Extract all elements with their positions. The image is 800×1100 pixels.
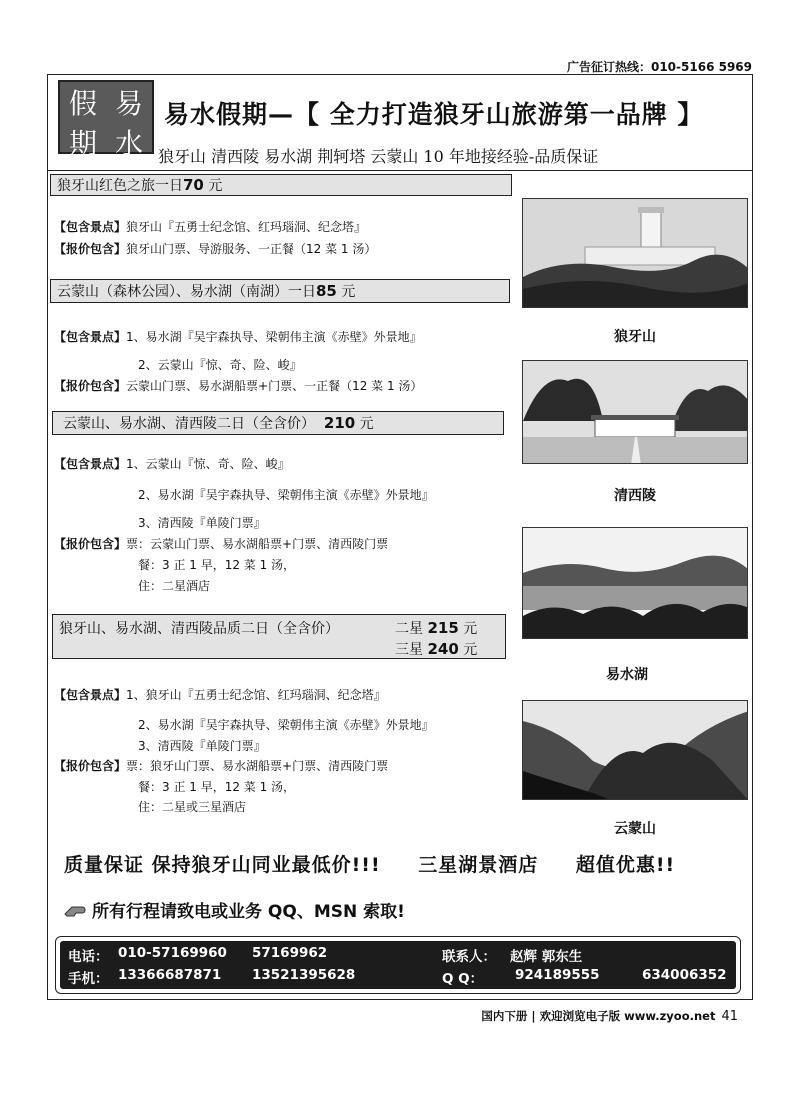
tour-line <box>138 514 266 531</box>
line-text: 住：二星或三星酒店 <box>138 800 247 814</box>
line-label: 【包含景点】 <box>54 457 127 471</box>
tour-price: 85 <box>316 282 337 300</box>
tour-line <box>138 716 434 733</box>
tour-price: 215 <box>427 619 459 637</box>
contact-box <box>55 936 741 994</box>
photo-caption: 易水湖 <box>606 667 648 683</box>
itinerary-note <box>64 897 405 922</box>
mountain-landscape-icon <box>523 701 748 800</box>
line-text: 云蒙山门票、易水湖船票+门票、一正餐（12 菜 1 汤） <box>126 379 423 393</box>
tour-price-line <box>395 618 477 638</box>
photo-yishui-lake <box>522 527 748 639</box>
tour-star: 三星 <box>395 642 423 658</box>
tour-unit: 元 <box>463 642 478 658</box>
qq-number[interactable]: 634006352 <box>642 967 727 983</box>
page-title: 易水假期—【 全力打造狼牙山旅游第一品牌 】 <box>164 100 704 129</box>
tour-line <box>138 356 302 373</box>
tour-unit: 元 <box>359 416 374 432</box>
tour-line <box>138 577 210 594</box>
tour-bar-4 <box>52 614 506 659</box>
note-text: 所有行程请致电或业务 QQ、MSN 索取! <box>92 902 405 922</box>
tour-line <box>54 328 422 345</box>
slogan <box>64 850 705 877</box>
line-label: 【报价包含】 <box>54 242 127 256</box>
tour-unit: 元 <box>463 621 478 637</box>
line-label: 【报价包含】 <box>54 537 127 551</box>
line-text: 2、云蒙山『惊、奇、险、峻』 <box>138 358 302 372</box>
line-text: 狼牙山『五勇士纪念馆、红玛瑙洞、纪念塔』 <box>126 220 367 234</box>
photo-yunmeng-mountain <box>522 700 748 800</box>
tour-line <box>54 377 422 394</box>
tour-unit: 元 <box>208 178 223 194</box>
line-text: 3、清西陵『单陵门票』 <box>138 516 266 530</box>
line-label: 【包含景点】 <box>54 330 127 344</box>
logo-char: 期 <box>68 127 97 160</box>
line-label: 【报价包含】 <box>54 759 127 773</box>
tour-name: 狼牙山、易水湖、清西陵品质二日（全含价） <box>59 621 339 637</box>
line-label: 【包含景点】 <box>54 220 127 234</box>
line-text: 餐：3 正 1 早，12 菜 1 汤， <box>138 780 296 794</box>
tour-line <box>54 455 290 472</box>
tour-line <box>54 240 376 257</box>
line-text: 2、易水湖『吴宇森执导、梁朝伟主演《赤壁》外景地』 <box>138 718 434 732</box>
line-label: 【包含景点】 <box>54 688 127 702</box>
tour-line <box>54 757 388 774</box>
line-text: 2、易水湖『吴宇森执导、梁朝伟主演《赤壁》外景地』 <box>138 488 434 502</box>
tour-price: 70 <box>183 176 204 194</box>
phone-number[interactable]: 010-57169960 <box>118 945 227 961</box>
tour-price: 210 <box>323 414 356 432</box>
slogan-part: 超值优惠!! <box>575 854 676 876</box>
lake-landscape-icon <box>523 528 748 639</box>
header-divider <box>48 170 752 171</box>
tour-price-line <box>395 639 477 659</box>
tour-line <box>138 778 295 795</box>
line-label: 【报价包含】 <box>54 379 127 393</box>
line-text: 3、清西陵『单陵门票』 <box>138 739 266 753</box>
slogan-part: 质量保证 保持狼牙山同业最低价!!! <box>64 854 381 876</box>
photo-langya-mountain <box>522 198 748 308</box>
line-text: 餐：3 正 1 早，12 菜 1 汤， <box>138 558 296 572</box>
mobile-number[interactable]: 13366687871 <box>118 967 222 983</box>
contact-person: 赵辉 郭东生 <box>510 949 583 965</box>
footer-text[interactable]: 国内下册 | 欢迎浏览电子版 www.zyoo.net <box>481 1009 716 1023</box>
logo-char: 假 <box>68 87 97 120</box>
tour-price: 240 <box>427 640 459 658</box>
mobile-number[interactable]: 13521395628 <box>252 967 356 983</box>
logo-char: 水 <box>114 127 143 160</box>
tour-bar-2 <box>50 279 510 303</box>
tour-line <box>138 737 266 754</box>
footer <box>481 1008 738 1024</box>
line-text: 1、狼牙山『五勇士纪念馆、红玛瑙洞、纪念塔』 <box>126 688 386 702</box>
tour-line <box>138 556 295 573</box>
contact-person-label: 联系人： <box>442 949 496 965</box>
line-text: 1、云蒙山『惊、奇、险、峻』 <box>126 457 290 471</box>
tour-unit: 元 <box>341 284 356 300</box>
page-number: 41 <box>721 1009 738 1024</box>
photo-qingxi-tombs <box>522 360 748 464</box>
logo <box>58 80 154 160</box>
tour-name: 云蒙山、易水湖、清西陵二日（全含价） <box>63 416 315 432</box>
qq-number[interactable]: 924189555 <box>515 967 600 983</box>
contact-panel <box>60 941 736 989</box>
line-text: 票：云蒙山门票、易水湖船票+门票、清西陵门票 <box>126 537 389 551</box>
phone-number[interactable]: 57169962 <box>252 945 328 961</box>
mobile-label: 手机： <box>68 971 109 987</box>
page-subtitle: 狼牙山 清西陵 易水湖 荆轲塔 云蒙山 10 年地接经验-品质保证 <box>158 147 599 166</box>
tour-name: 云蒙山（森林公园）、易水湖（南湖）一日 <box>57 284 316 300</box>
photo-caption: 清西陵 <box>614 488 656 504</box>
tour-bar-1 <box>50 174 512 196</box>
tower-landscape-icon <box>523 199 748 308</box>
photo-caption: 狼牙山 <box>614 329 656 345</box>
qq-label: Q Q： <box>442 971 484 987</box>
tour-star: 二星 <box>395 621 423 637</box>
photo-caption: 云蒙山 <box>614 821 656 837</box>
tour-line <box>138 486 434 503</box>
line-text: 狼牙山门票、导游服务、一正餐（12 菜 1 汤） <box>126 242 377 256</box>
tomb-gate-landscape-icon <box>523 361 748 464</box>
tour-line <box>54 535 388 552</box>
line-text: 票：狼牙山门票、易水湖船票+门票、清西陵门票 <box>126 759 389 773</box>
line-text: 住：二星酒店 <box>138 579 211 593</box>
logo-char: 易 <box>114 87 143 120</box>
line-text: 1、易水湖『吴宇森执导、梁朝伟主演《赤壁》外景地』 <box>126 330 422 344</box>
tour-name: 狼牙山红色之旅一日 <box>57 178 183 194</box>
phone-label: 电话： <box>68 949 109 965</box>
tour-bar-3 <box>52 411 504 435</box>
tour-line <box>54 686 386 703</box>
tour-line <box>138 798 246 815</box>
tour-line <box>54 218 366 235</box>
slogan-part: 三星湖景酒店 <box>418 854 539 876</box>
pointing-hand-icon <box>64 902 86 918</box>
ad-hotline: 广告征订热线：010-5166 5969 <box>566 60 752 74</box>
